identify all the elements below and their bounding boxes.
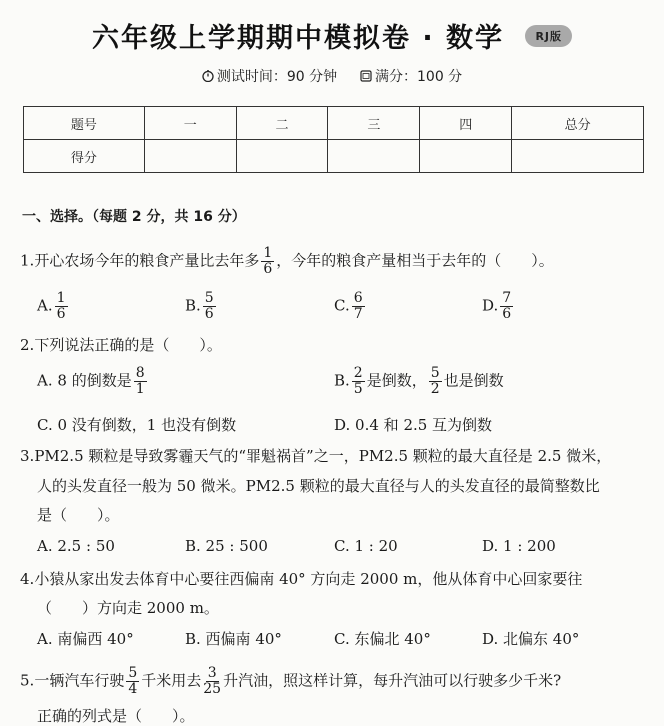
option-2d[interactable]: D. 0.4 和 2.5 互为倒数: [334, 416, 493, 434]
score-input-section-2[interactable]: [236, 140, 328, 173]
option-1b[interactable]: B. $\frac{5}{6}$: [185, 290, 214, 322]
question-number: 3.: [20, 447, 35, 465]
question-1: [20, 246, 554, 277]
option-3c[interactable]: C. 1 : 20: [334, 537, 398, 555]
table-cell-section-4: 四: [420, 107, 512, 140]
question-5-line-2: 正确的列式是（ ）。: [37, 707, 195, 725]
question-number: 4.: [20, 570, 35, 588]
option-4d[interactable]: D. 北偏东 40°: [482, 630, 580, 648]
question-text: ，今年的粮食产量相当于去年的（ ）。: [276, 251, 554, 270]
option-4a[interactable]: A. 南偏西 40°: [37, 630, 134, 648]
option-3d[interactable]: D. 1 : 200: [482, 537, 556, 555]
exam-title: [0, 16, 664, 55]
exam-meta: [0, 66, 664, 86]
section-heading: 一、选择。（每题 2 分，共 16 分）: [22, 209, 246, 225]
question-text: 升汽油，照这样计算，每升汽油可以行驶多少千米?: [223, 671, 562, 690]
score-input-total[interactable]: [512, 140, 644, 173]
test-time: 测试时间：90 分钟: [216, 69, 338, 85]
option-1c[interactable]: C. $\frac{6}{7}$: [334, 290, 363, 322]
score-input-section-4[interactable]: [420, 140, 512, 173]
option-4b[interactable]: B. 西偏南 40°: [185, 630, 282, 648]
question-text: PM2.5 颗粒是导致雾霾天气的“罪魁祸首”之一，PM2.5 颗粒的最大直径是 2.5 微米，: [34, 447, 612, 465]
option-4c[interactable]: C. 东偏北 40°: [334, 630, 431, 648]
option-2c[interactable]: C. 0 没有倒数，1 也没有倒数: [37, 416, 237, 434]
question-text: 开心农场今年的粮食产量比去年多: [34, 251, 260, 270]
question-3-line-2: 人的头发直径一般为 50 微米。PM2.5 颗粒的最大直径与人的头发直径的最简整数比: [37, 477, 600, 495]
question-number: 1.: [20, 251, 35, 270]
question-text: 千米用去: [141, 671, 202, 690]
full-score: 满分：100 分: [375, 69, 463, 85]
score-input-section-1[interactable]: [144, 140, 236, 173]
question-text: 下列说法正确的是（ ）。: [34, 336, 222, 354]
score-card-icon: [360, 70, 372, 82]
fraction: $\frac{3}{25}$: [203, 665, 222, 697]
table-cell-section-3: 三: [328, 107, 420, 140]
question-4-line-2: （ ）方向走 2000 m。: [37, 599, 219, 617]
question-2: [20, 335, 222, 355]
table-cell-question-no: 题号: [24, 107, 145, 140]
score-input-section-3[interactable]: [328, 140, 420, 173]
option-1d[interactable]: D. $\frac{7}{6}$: [482, 290, 512, 322]
option-3b[interactable]: B. 25 : 500: [185, 537, 268, 555]
table-cell-score-label: 得分: [24, 140, 145, 173]
question-text: 一辆汽车行驶: [34, 671, 125, 690]
score-table-score-row: [24, 140, 644, 173]
stopwatch-icon: [202, 70, 214, 82]
question-3-line-3: 是（ ）。: [37, 506, 120, 524]
exam-title-text: 六年级上学期期中模拟卷 · 数学: [91, 23, 505, 54]
fraction: $\frac{5}{4}$: [128, 665, 138, 697]
option-1a[interactable]: A. $\frac{1}{6}$: [37, 290, 66, 322]
table-cell-section-2: 二: [236, 107, 328, 140]
question-number: 2.: [20, 336, 35, 354]
edition-badge: RJ版: [525, 25, 572, 47]
question-number: 5.: [20, 671, 35, 690]
question-5: [20, 666, 561, 697]
fraction: $\frac{1}{6}$: [263, 245, 273, 277]
option-3a[interactable]: A. 2.5 : 50: [37, 537, 115, 555]
option-2b[interactable]: B. $\frac{2}{5}$ 是倒数， $\frac{5}{2}$ 也是倒数: [334, 365, 504, 397]
table-cell-total: 总分: [512, 107, 644, 140]
table-cell-section-1: 一: [144, 107, 236, 140]
question-4: [20, 569, 582, 589]
question-text: 小猿从家出发去体育中心要往西偏南 40° 方向走 2000 m，他从体育中心回家要往: [34, 570, 583, 588]
question-3: [20, 446, 611, 466]
score-table-header-row: [24, 107, 644, 140]
score-table: [23, 106, 644, 173]
option-2a[interactable]: A. 8 的倒数是 $\frac{8}{1}$: [37, 365, 145, 397]
